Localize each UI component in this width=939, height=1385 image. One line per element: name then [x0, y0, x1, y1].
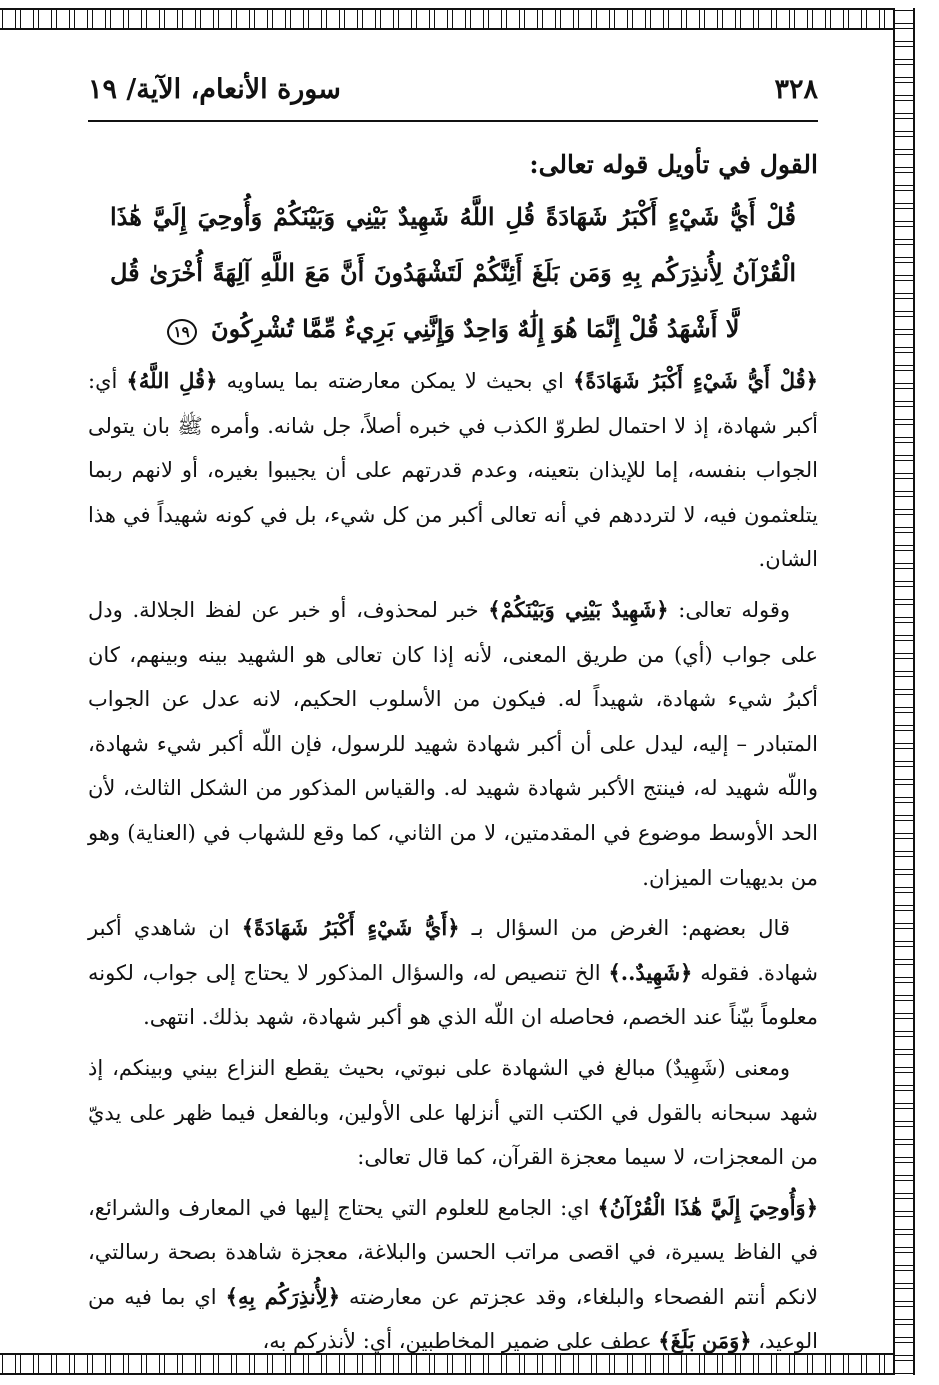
quran-quote: ﴿قُلِ اللَّهُ﴾	[126, 368, 218, 393]
commentary-paragraph-5	[88, 1186, 818, 1364]
quran-line-2: وَمَن بَلَغَ أَئِنَّكُمْ لَتَشْهَدُونَ أَنَّ مَعَ اللَّهِ آلِهَةً أُخْرَىٰ قُل لَّا أَشْهَدُ قُلْ إِنَّمَا هُوَ إِلَٰهٌ	[110, 258, 740, 343]
quran-line-3: وَاحِدٌ وَإِنَّنِي بَرِيءٌ مِّمَّا تُشْرِكُونَ	[210, 314, 510, 343]
commentary-paragraph-3	[88, 906, 818, 1040]
quran-quote: ﴿وَمَن بَلَغَ﴾	[658, 1328, 752, 1354]
commentary-text: أي: أكبر شهادة، إذ لا احتمال لطروّ الكذب في خبره أصلاً، جل شانه. وأمره ﷺ بان يتولى الجواب بنفسه، إما للإيذان بتعينه، وعدم قدرتهم على أن يجيبوا بغيره، أو لانهم ربما يتلعثمون فيه، لا لترددهم في أنه تعالى أكبر من كل شيء، بل في كونه شهيداً في هذا الشان.	[88, 369, 818, 572]
quran-line-1: قُلْ أَيُّ شَيْءٍ أَكْبَرُ شَهَادَةً قُلِ اللَّهُ شَهِيدٌ بَيْنِي وَبَيْنَكُمْ وَأُوحِيَ إِلَيَّ هَٰذَا الْقُرْآنُ لِأُنذِرَكُم بِهِ	[110, 202, 796, 287]
decorative-border-top	[0, 8, 895, 30]
page-content	[88, 145, 818, 1354]
commentary-text: وقوله تعالى:	[668, 597, 791, 622]
quran-quote: ﴿أَيُّ شَيْءٍ أَكْبَرُ شَهَادَةً﴾	[241, 915, 460, 941]
commentary-text: ومعنى (شَهِيدٌ) مبالغ في الشهادة على نبوتي، بحيث يقطع النزاع بيني وبينكم، إذ شهد سبحانه بالقول في الكتب التي أنزلها على الأولين، وبالفعل فيما ظهر على يديّ من المعجزات، لا سيما معجزة القرآن، كما قال تعالى:	[88, 1055, 818, 1170]
section-title: القول في تأويل قوله تعالى:	[529, 150, 818, 179]
running-title: سورة الأنعام، الآية/ ١٩	[88, 74, 341, 105]
quran-quote: ﴿شَهِيدٌ..﴾	[608, 959, 693, 985]
decorative-border-right	[893, 8, 915, 1375]
page-number: ٣٢٨	[774, 74, 818, 105]
verse-number-marker: ١٩	[167, 319, 197, 345]
commentary-text: الخ تنصيص له، والسؤال المذكور لا يحتاج إلى جواب، لكونه معلوماً بيّناً عند الخصم، فحاصله ان اللّه الذي هو أكبر شهادة، شهد بذلك. انتهى.	[88, 960, 818, 1030]
commentary-text: اي بما فيه من الوعيد،	[88, 1284, 818, 1354]
commentary-paragraph-4	[88, 1046, 818, 1180]
commentary-text: اي: الجامع للعلوم التي يحتاج إليها في المعارف والشرائع، في الفاظ يسيرة، في اقصى مراتب الحسن والبلاغة، معجزة شاهدة بصحة رسالتي، لانكم أنتم الفصحاء والبلغاء، وقد عجزتم عن معارضته	[88, 1195, 818, 1309]
commentary-text: ان شاهدي أكبر شهادة. فقوله	[88, 916, 818, 985]
quran-quote: ﴿قُلْ أَيُّ شَيْءٍ أَكْبَرُ شَهَادَةً﴾	[573, 368, 818, 393]
quran-verse-block	[88, 189, 818, 357]
commentary-text: قال بعضهم: الغرض من السؤال بـ	[459, 916, 790, 941]
commentary-text: عطف على ضمير المخاطبين، أي: لأنذركم به،	[262, 1329, 659, 1354]
commentary-paragraph-1	[88, 359, 818, 582]
page-header	[88, 72, 818, 122]
commentary-text: اي بحيث لا يمكن معارضته بما يساويه	[217, 369, 574, 393]
commentary-text: خبر لمحذوف، أو خبر عن لفظ الجلالة. ودل على جواب (أي) من طريق المعنى، لأنه إذا كان تعالى هو الشهيد بينه وبينهم، كان أكبرُ شيء شهادة، شهيداً له. فيكون من الأسلوب الحكيم، لانه عدل عن الجواب المتبادر – إليه، ليدل على أن أكبر شهادة شهيد للرسول، فإن اللّه أكبر شيء شهادة، واللّه شهيد له، فينتج الأكبر شهادة شهيد له. والقياس المذكور من الشكل الثالث، لأن الحد الأوسط موضوع في المقدمتين، لا من الثاني، كما وقع للشهاب في (العناية) وهو من بديهيات الميزان.	[88, 597, 818, 890]
quran-quote: ﴿لِأُنذِرَكُم بِهِ﴾	[225, 1283, 341, 1309]
commentary-paragraph-2	[88, 588, 818, 900]
quran-quote: ﴿شَهِيدٌ بَيْنِي وَبَيْنَكُمْ﴾	[488, 596, 669, 622]
quran-quote: ﴿وَأُوحِيَ إِلَيَّ هَٰذَا الْقُرْآنُ﴾	[597, 1194, 818, 1220]
